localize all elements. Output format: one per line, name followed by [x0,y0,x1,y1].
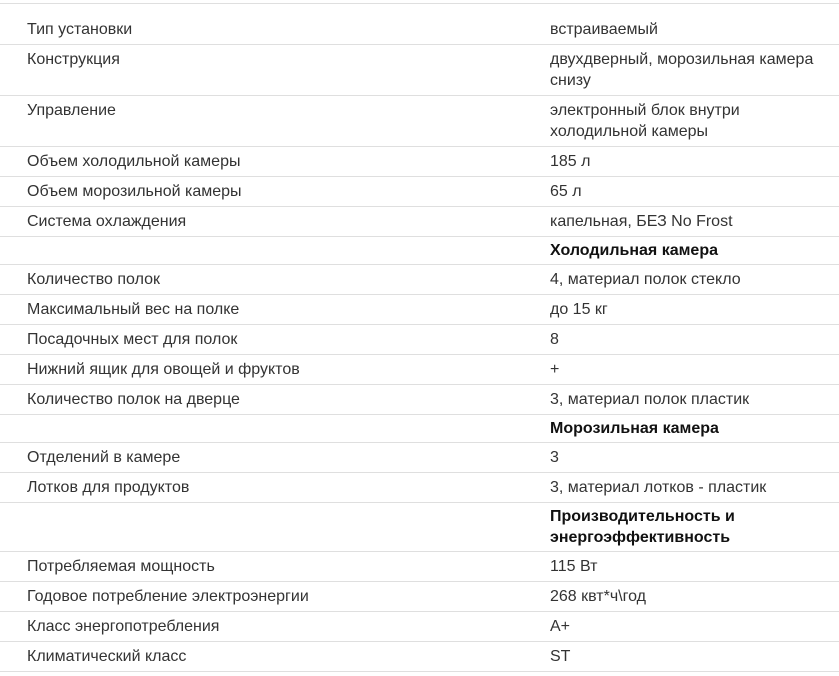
spec-label: Количество полок [27,271,160,288]
spec-label: Нижний ящик для овощей и фруктов [27,361,300,378]
spec-value: 3, материал лотков - пластик [550,479,767,496]
spec-label: Управление [27,102,116,119]
spec-label: Лотков для продуктов [27,479,190,496]
table-row [0,612,839,642]
spec-value: 4, материал полок стекло [550,271,741,288]
spec-label: Объем холодильной камеры [27,153,241,170]
spec-value: до 15 кг [550,301,608,318]
spec-label: Отделений в камере [27,449,181,466]
spec-value: электронный блок внутри холодильной камеры [550,102,740,140]
spec-label: Климатический класс [27,648,187,665]
spec-value: 65 л [550,183,582,200]
spec-value: 115 Вт [550,558,598,575]
spec-value: 268 квт*ч\год [550,588,646,605]
spec-label: Максимальный вес на полке [27,301,240,318]
spec-value: встраиваемый [550,21,658,38]
table-row [0,4,839,45]
spec-label: Система охлаждения [27,213,187,230]
spec-value: 3 [550,449,559,466]
spec-label: Посадочных мест для полок [27,331,238,348]
section-title: Производительность и энергоэффективность [550,508,735,546]
spec-label: Количество полок на дверце [27,391,240,408]
spec-label: Конструкция [27,51,120,68]
spec-label: Класс энергопотребления [27,618,220,635]
table-row [0,295,839,325]
spec-label: Тип установки [27,21,133,38]
section-header-row [0,415,839,443]
spec-value: 185 л [550,153,591,170]
section-title: Холодильная камера [550,242,718,259]
specs-table [0,3,839,672]
table-row [0,582,839,612]
spec-label: Годовое потребление электроэнергии [27,588,309,605]
spec-value: капельная, БЕЗ No Frost [550,213,733,230]
section-header-row [0,237,839,265]
table-row [0,355,839,385]
table-row [0,147,839,177]
spec-value: + [550,361,560,378]
section-header-row [0,503,839,552]
table-row [0,642,839,672]
spec-value: ST [550,648,571,665]
table-row [0,207,839,237]
spec-value: A+ [550,618,571,635]
table-row [0,265,839,295]
section-title: Морозильная камера [550,420,719,437]
table-row [0,96,839,147]
table-row [0,473,839,503]
spec-label: Объем морозильной камеры [27,183,242,200]
table-row [0,45,839,96]
table-row [0,177,839,207]
table-row [0,325,839,355]
spec-value: 8 [550,331,559,348]
spec-value: двухдверный, морозильная камера снизу [550,51,814,89]
table-row [0,385,839,415]
table-row [0,552,839,582]
spec-label: Потребляемая мощность [27,558,215,575]
spec-value: 3, материал полок пластик [550,391,750,408]
table-row [0,443,839,473]
